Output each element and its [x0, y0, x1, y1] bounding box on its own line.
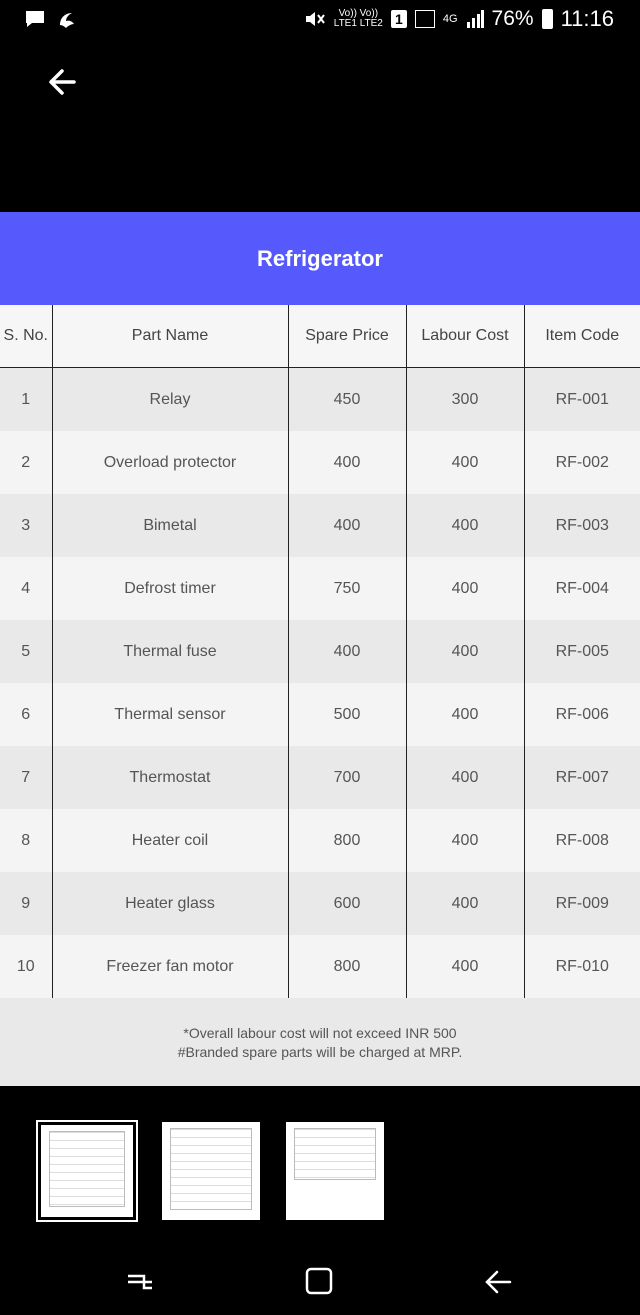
note-labour: *Overall labour cost will not exceed INR 500 — [183, 1024, 457, 1041]
column-header: Spare Price — [288, 305, 406, 368]
image-viewer[interactable] — [0, 212, 640, 1065]
cell-code: RF-008 — [524, 809, 640, 872]
message-icon — [24, 9, 46, 29]
cell-sno: 2 — [0, 431, 52, 494]
cell-sno: 3 — [0, 494, 52, 557]
cell-sno: 7 — [0, 746, 52, 809]
table-row — [0, 935, 640, 998]
status-bar — [0, 0, 640, 40]
table-row — [0, 557, 640, 620]
cell-sno: 10 — [0, 935, 52, 998]
cell-code: RF-002 — [524, 431, 640, 494]
table-title: Refrigerator — [0, 212, 640, 305]
thumbnail-strip — [38, 1122, 384, 1220]
table-row — [0, 620, 640, 683]
cell-code: RF-006 — [524, 683, 640, 746]
cell-part: Thermal fuse — [52, 620, 288, 683]
table-row — [0, 494, 640, 557]
battery-percent: 76% — [491, 7, 534, 30]
cell-price: 450 — [288, 368, 406, 432]
cell-price: 800 — [288, 809, 406, 872]
cell-price: 400 — [288, 431, 406, 494]
battery-icon — [542, 9, 553, 29]
cell-labour: 400 — [406, 683, 524, 746]
cell-price: 400 — [288, 620, 406, 683]
cell-labour: 400 — [406, 746, 524, 809]
cell-code: RF-009 — [524, 872, 640, 935]
thumbnail-image — [294, 1128, 376, 1180]
cell-sno: 4 — [0, 557, 52, 620]
thumbnail-image — [49, 1131, 125, 1207]
cell-price: 700 — [288, 746, 406, 809]
cell-labour: 400 — [406, 557, 524, 620]
cell-part: Defrost timer — [52, 557, 288, 620]
cell-part: Heater glass — [52, 872, 288, 935]
signal-bars-icon — [466, 10, 484, 28]
cell-labour: 300 — [406, 368, 524, 432]
column-header: S. No. — [0, 305, 52, 368]
cell-part: Thermostat — [52, 746, 288, 809]
cell-sno: 6 — [0, 683, 52, 746]
cell-price: 500 — [288, 683, 406, 746]
cell-code: RF-010 — [524, 935, 640, 998]
mute-icon — [304, 9, 326, 29]
table-notes — [0, 998, 640, 1086]
table-header — [0, 305, 640, 368]
signal-icon — [415, 10, 435, 28]
cell-part: Freezer fan motor — [52, 935, 288, 998]
table-row — [0, 431, 640, 494]
cell-code: RF-003 — [524, 494, 640, 557]
table-row — [0, 809, 640, 872]
table-row — [0, 683, 640, 746]
cell-sno: 1 — [0, 368, 52, 432]
cell-labour: 400 — [406, 494, 524, 557]
cell-sno: 5 — [0, 620, 52, 683]
cell-labour: 400 — [406, 431, 524, 494]
cell-labour: 400 — [406, 872, 524, 935]
cell-labour: 400 — [406, 935, 524, 998]
table-row — [0, 872, 640, 935]
cell-part: Relay — [52, 368, 288, 432]
cell-code: RF-007 — [524, 746, 640, 809]
table-row — [0, 746, 640, 809]
cell-sno: 9 — [0, 872, 52, 935]
cell-price: 600 — [288, 872, 406, 935]
cell-price: 400 — [288, 494, 406, 557]
column-header: Item Code — [524, 305, 640, 368]
cell-price: 800 — [288, 935, 406, 998]
thumbnail-2[interactable] — [162, 1122, 260, 1220]
cell-part: Thermal sensor — [52, 683, 288, 746]
column-header: Part Name — [52, 305, 288, 368]
cell-part: Overload protector — [52, 431, 288, 494]
uc-browser-icon — [56, 9, 78, 29]
thumbnail-1[interactable] — [38, 1122, 136, 1220]
recent-apps-icon[interactable] — [120, 1262, 160, 1302]
navigation-bar — [0, 1240, 640, 1315]
arrow-left-icon[interactable] — [44, 62, 84, 102]
thumbnail-image — [170, 1128, 252, 1210]
thumbnail-3[interactable] — [286, 1122, 384, 1220]
price-table — [0, 305, 640, 998]
clock: 11:16 — [560, 6, 614, 31]
cell-labour: 400 — [406, 809, 524, 872]
home-icon[interactable] — [300, 1262, 340, 1302]
table-row — [0, 368, 640, 432]
sim-badge: 1 — [391, 10, 407, 28]
cell-price: 750 — [288, 557, 406, 620]
cell-part: Bimetal — [52, 494, 288, 557]
column-header: Labour Cost — [406, 305, 524, 368]
volte-indicator: Vo)) Vo)) LTE1 LTE2 — [333, 8, 383, 29]
note-branded: #Branded spare parts will be charged at MRP. — [177, 1043, 463, 1060]
cell-sno: 8 — [0, 809, 52, 872]
cell-code: RF-005 — [524, 620, 640, 683]
network-type: 4G — [442, 13, 458, 25]
cell-part: Heater coil — [52, 809, 288, 872]
cell-code: RF-004 — [524, 557, 640, 620]
cell-code: RF-001 — [524, 368, 640, 432]
back-icon[interactable] — [478, 1262, 518, 1302]
cell-labour: 400 — [406, 620, 524, 683]
